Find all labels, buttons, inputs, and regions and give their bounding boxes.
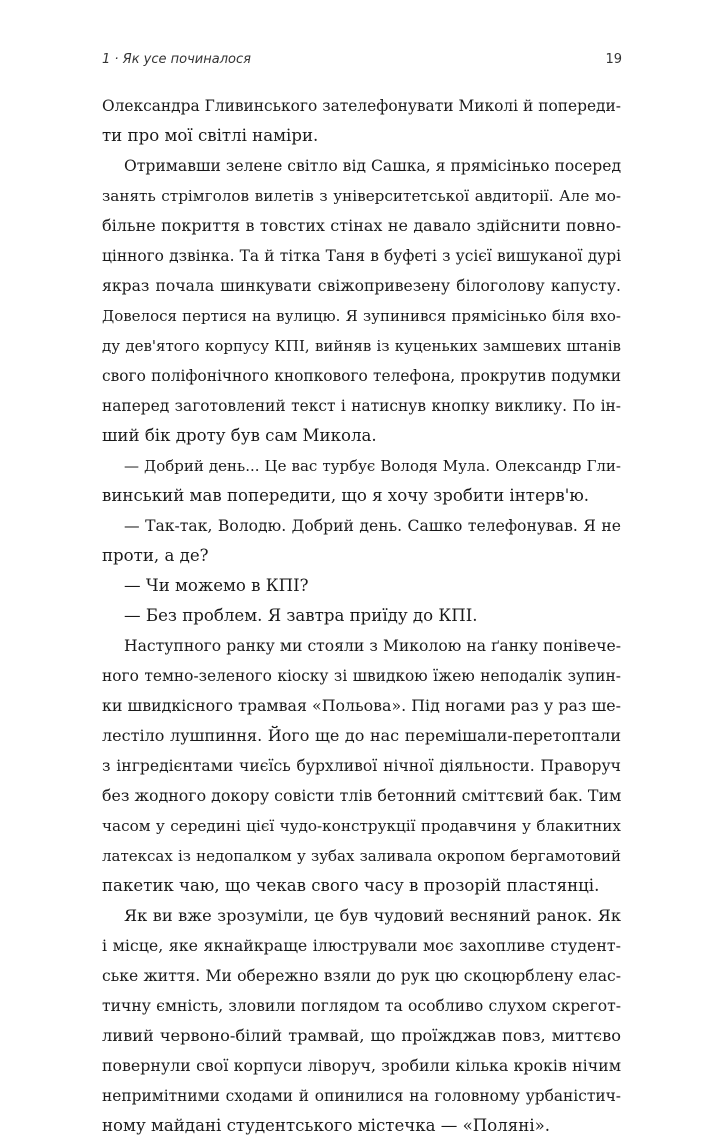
text-line: занять стрімголов вилетів з університетської авдиторії. Але мо- [102, 187, 621, 205]
page-header [102, 52, 622, 72]
text-line: ший бік дроту був сам Микола. [102, 426, 377, 445]
text-line: ного темно-зеленого кіоску зі швидкою їжею неподалік зупин- [102, 667, 621, 685]
text-line: цінного дзвінка. Та й тітка Таня в буфеті з усієї вишуканої дурі [102, 247, 621, 265]
text-line: винський мав попередити, що я хочу зробити інтерв'ю. [102, 486, 590, 505]
text-line: Отримавши зелене світло від Сашка, я прямісінько посеред [124, 157, 622, 175]
text-line: тичну ємність, зловили поглядом та особливо слухом скрегот- [102, 997, 621, 1015]
text-line: більне покриття в товстих стінах не давало здійснити повно- [102, 216, 621, 235]
text-line: і місце, яке якнайкраще ілюстрували моє захопливе студент- [102, 936, 621, 955]
text-line: лестіло лушпиння. Його ще до нас перемішали-перетоптали [102, 726, 621, 745]
text-line: ти про мої світлі наміри. [102, 126, 319, 145]
text-line: — Так-так, Володю. Добрий день. Сашко телефонував. Я не [124, 517, 621, 535]
text-line: — Добрий день... Це вас турбує Володя Мула. Олександр Гли- [124, 457, 621, 475]
running-head: 1 · Як усе починалося [102, 52, 251, 67]
text-line: свого поліфонічного кнопкового телефона, прокрутив подумки [102, 367, 621, 385]
text-line: з інгредієнтами чиєїсь бурхливої нічної діяльности. Праворуч [102, 757, 621, 775]
text-line: якраз почала шинкувати свіжопривезену білоголову капусту. [102, 277, 621, 295]
text-line: Олександра Гливинського зателефонувати Миколі й попереди- [102, 97, 621, 115]
text-line: непримітними сходами й опинилися на головному урбаністич- [102, 1087, 621, 1105]
text-line: проти, а де? [102, 546, 209, 565]
text-line: Наступного ранку ми стояли з Миколою на ґанку понівече- [124, 637, 621, 655]
text-line: наперед заготовлений текст і натиснув кнопку виклику. По ін- [102, 397, 621, 415]
text-line: ному майдані студентського містечка — «Поляні». [102, 1116, 551, 1135]
text-line: — Без проблем. Я завтра приїду до КПІ. [124, 606, 478, 625]
page-number: 19 [605, 52, 622, 67]
text-line: ду дев'ятого корпусу КПІ, вийняв із куценьких замшевих штанів [102, 337, 621, 355]
text-line: часом у середині цієї чудо-конструкції продавчиня у блакитних [102, 817, 621, 835]
text-line: — Чи можемо в КПІ? [124, 576, 309, 595]
text-line: латексах із недопалком у зубах заливала окропом бергамотовий [102, 847, 621, 865]
text-line: ки швидкісного трамвая «Польова». Під ногами раз у раз ше- [102, 696, 621, 715]
text-line: Довелося пертися на вулицю. Я зупинився прямісінько біля вхо- [102, 307, 621, 325]
text-line: без жодного докору совісти тлів бетонний сміттєвий бак. Тим [102, 786, 622, 805]
text-line: Як ви вже зрозуміли, це був чудовий весняний ранок. Як [124, 906, 621, 925]
body-text [102, 91, 621, 1141]
text-line: ське життя. Ми обережно взяли до рук цю скоцюрблену елас- [102, 967, 621, 985]
text-line: ливий червоно-білий трамвай, що проїжджав повз, миттєво [102, 1026, 621, 1045]
text-line: пакетик чаю, що чекав свого часу в прозорій пластянці. [102, 876, 600, 895]
text-line: повернули свої корпуси ліворуч, зробили кілька кроків нічим [102, 1056, 621, 1075]
